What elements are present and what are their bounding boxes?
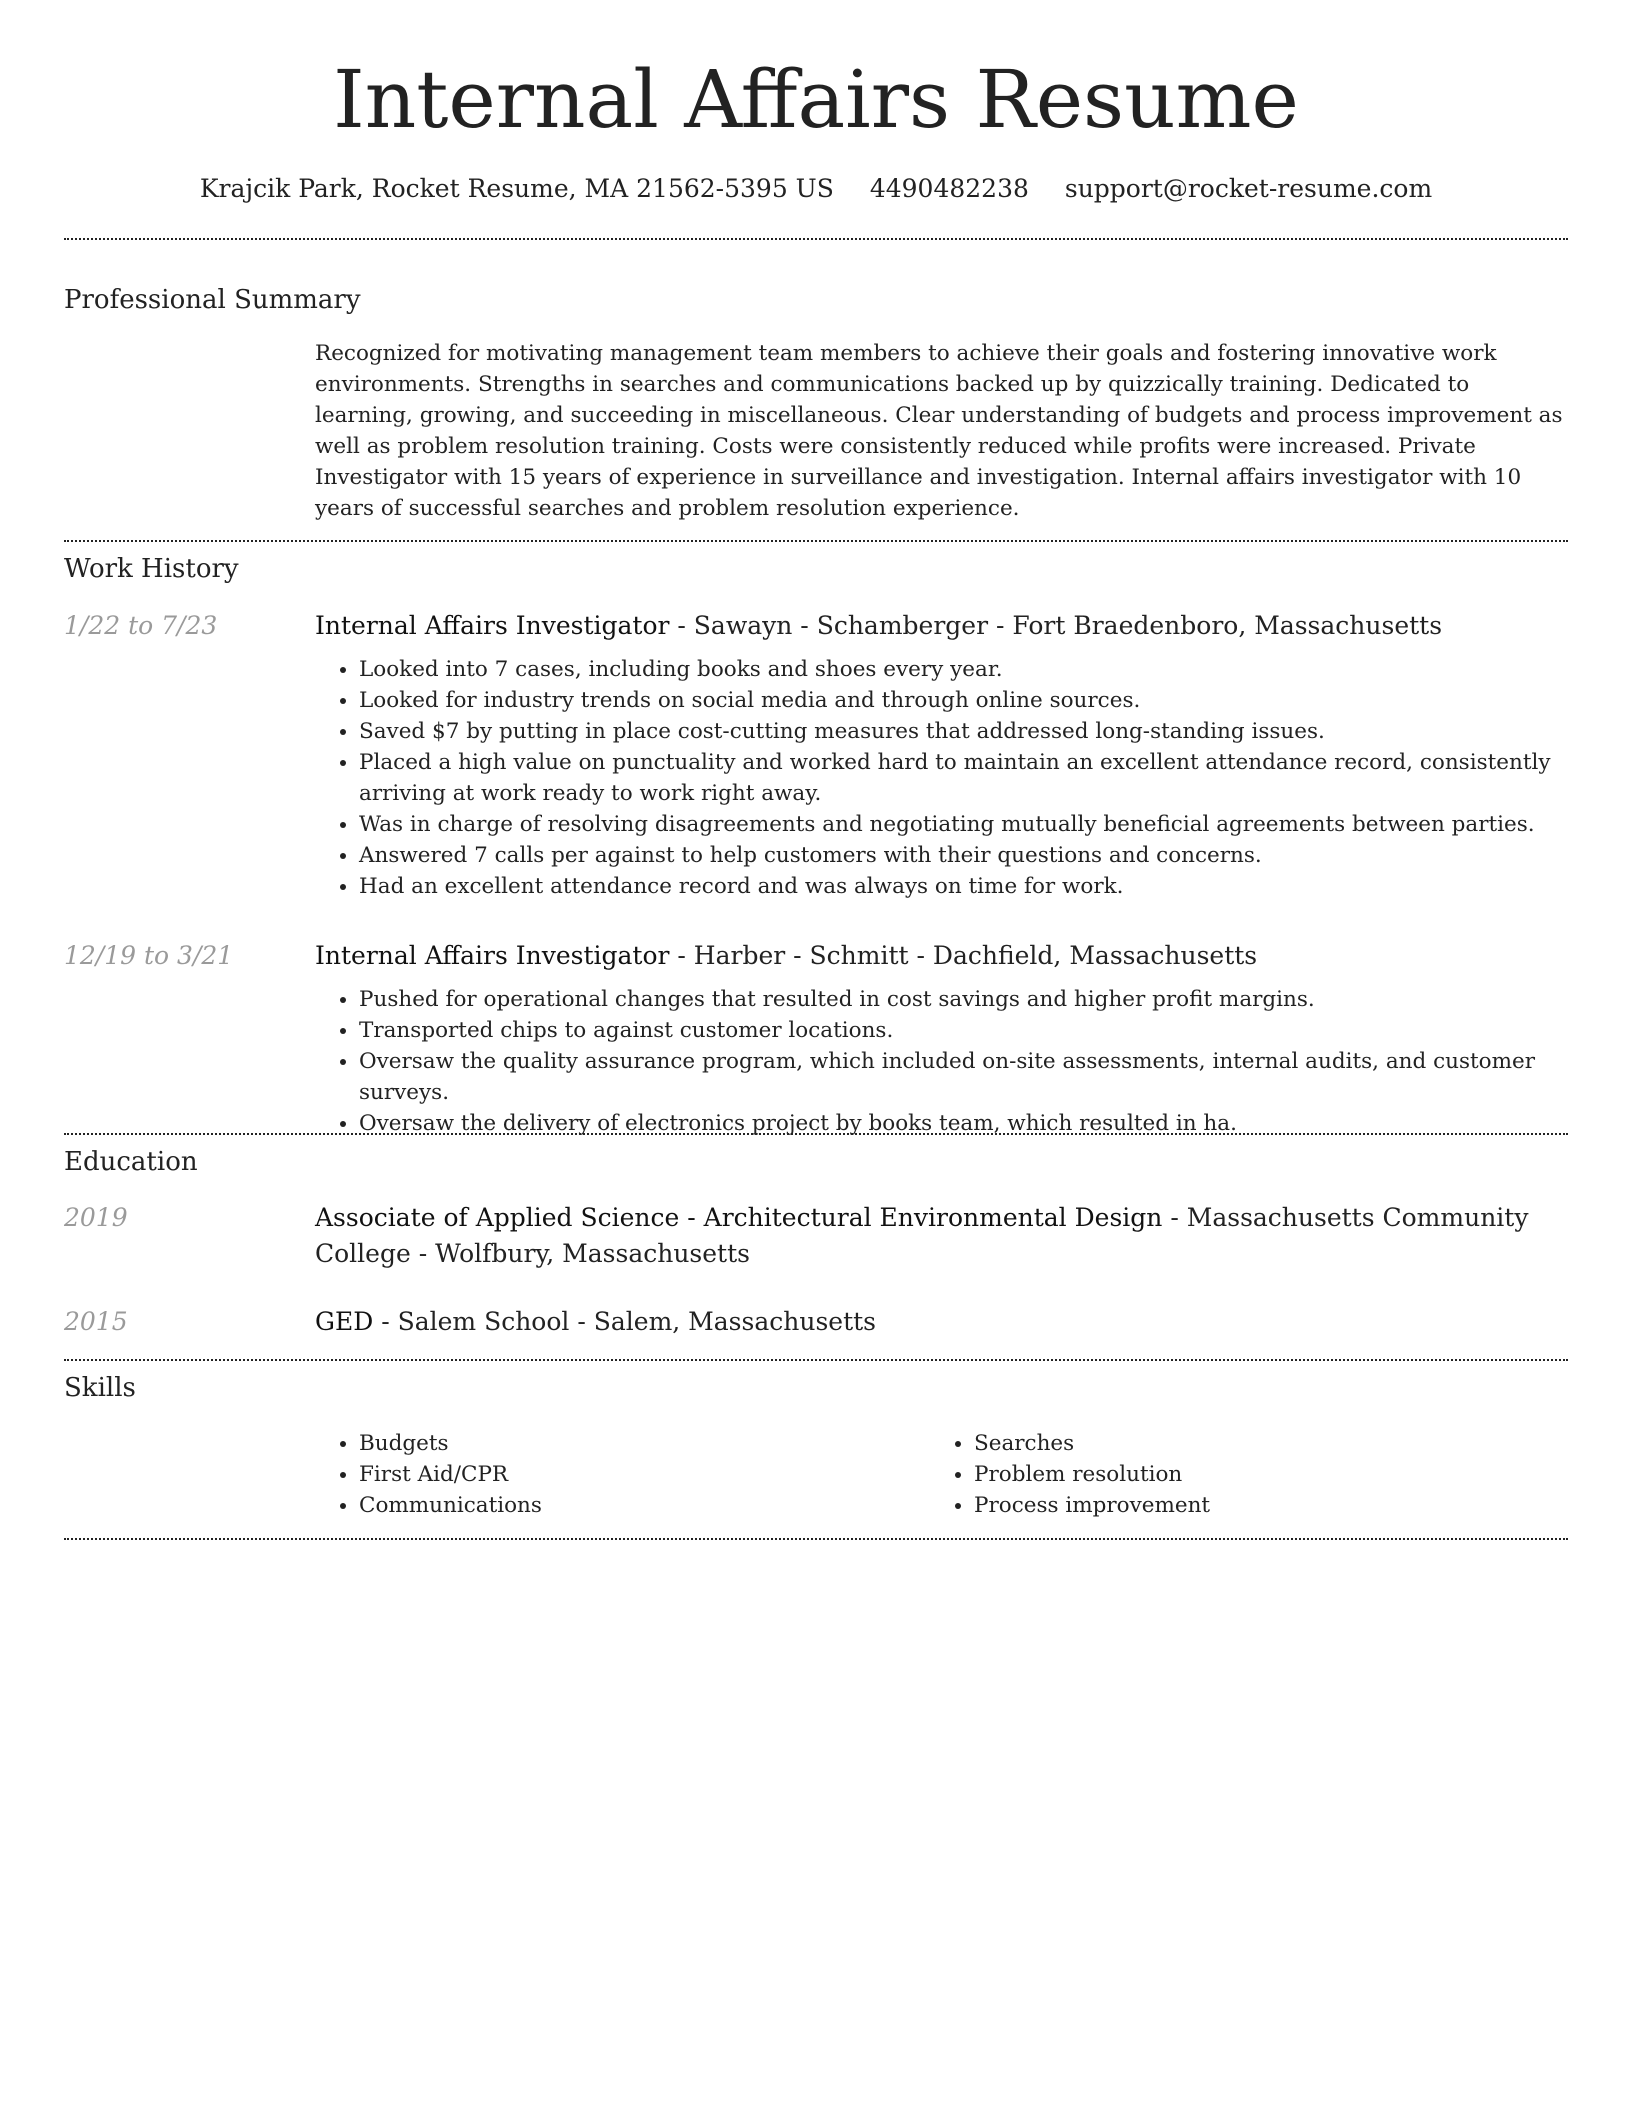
list-item: • Looked into 7 cases, including books and shoes every year. [359,654,1568,685]
job-dates: 12/19 to 3/21 [64,941,234,970]
education-year: 2015 [64,1307,128,1336]
address: Krajcik Park, Rocket Resume, MA 21562-5395 US [199,174,834,203]
skills-column-right [930,1428,1530,1521]
skill-item: • Communications [359,1490,915,1521]
job-details: - Sawayn - Schamberger - Fort Braedenboro, Massachusetts [669,611,1443,640]
job-entry [315,608,1568,902]
phone: 4490482238 [869,174,1029,203]
list-item: • Had an excellent attendance record and was always on time for work. [359,871,1568,902]
list-item: • Was in charge of resolving disagreements and negotiating mutually beneficial agreements between parties. [359,809,1568,840]
education-degree: GED [315,1307,374,1336]
job-role: Internal Affairs Investigator [315,941,670,970]
skill-item: • First Aid/CPR [359,1459,915,1490]
resume-title: Internal Affairs Resume [333,53,1299,146]
list-item: • Pushed for operational changes that resulted in cost savings and higher profit margins. [359,984,1568,1015]
section-title-skills: Skills [64,1373,136,1403]
list-item: • Answered 7 calls per against to help customers with their questions and concerns. [359,840,1568,871]
education-year: 2019 [64,1203,128,1232]
list-item: • Placed a high value on punctuality and worked hard to maintain an excellent attendance record, consistently arriving at work ready to work right away. [359,747,1568,809]
education-details: - Massachusetts Community College - Wolfbury, Massachusetts [315,1203,1529,1268]
skill-item: • Problem resolution [974,1459,1530,1490]
job-bullets [315,984,1568,1139]
education-details: - Salem School - Salem, Massachusetts [373,1307,876,1336]
skills-list [930,1428,1530,1521]
job-entry [315,938,1568,1139]
section-title-education: Education [64,1147,198,1177]
section-title-work: Work History [64,554,239,584]
skill-item: • Process improvement [974,1490,1530,1521]
education-entry [315,1304,1568,1340]
summary-block [315,338,1568,524]
job-title [315,608,1568,644]
contact-line [64,170,1568,208]
list-item: • Oversaw the quality assurance program, which included on-site assessments, internal audits, and customer surveys. [359,1046,1568,1108]
job-bullets [315,654,1568,902]
list-item: • Saved $7 by putting in place cost-cutting measures that addressed long-standing issues. [359,716,1568,747]
education-degree: Associate of Applied Science - Architectural Environmental Design [315,1203,1163,1232]
education-entry [315,1200,1568,1272]
job-dates: 1/22 to 7/23 [64,611,218,640]
job-details: - Harber - Schmitt - Dachfield, Massachusetts [669,941,1258,970]
education-title [315,1304,1568,1340]
skills-column-left [315,1428,915,1521]
divider [64,540,1568,542]
section-title-summary: Professional Summary [64,285,361,315]
divider [64,1538,1568,1540]
skill-item: • Searches [974,1428,1530,1459]
divider [64,1359,1568,1361]
summary-text: Recognized for motivating management team members to achieve their goals and fostering innovative work environments. Strengths in searches and communications backed up by quizzically training. Dedicated to learning, growing, and succeeding in miscellaneous. Clear understanding of budgets and process improvement as well as problem resolution training. Costs were consistently reduced while profits were increased. Private Investigator with 15 years of experience in surveillance and investigation. Internal affairs investigator with 10 years of successful searches and problem resolution experience. [315,341,1563,521]
job-title [315,938,1568,974]
list-item: • Oversaw the delivery of electronics project by books team, which resulted in ha. [359,1108,1568,1139]
skill-item: • Budgets [359,1428,915,1459]
list-item: • Transported chips to against customer locations. [359,1015,1568,1046]
email-link[interactable]: support@rocket-resume.com [1064,174,1433,203]
job-role: Internal Affairs Investigator [315,611,670,640]
list-item: • Looked for industry trends on social media and through online sources. [359,685,1568,716]
divider [64,1133,1568,1135]
skills-list [315,1428,915,1521]
education-title [315,1200,1568,1272]
divider [64,238,1568,240]
